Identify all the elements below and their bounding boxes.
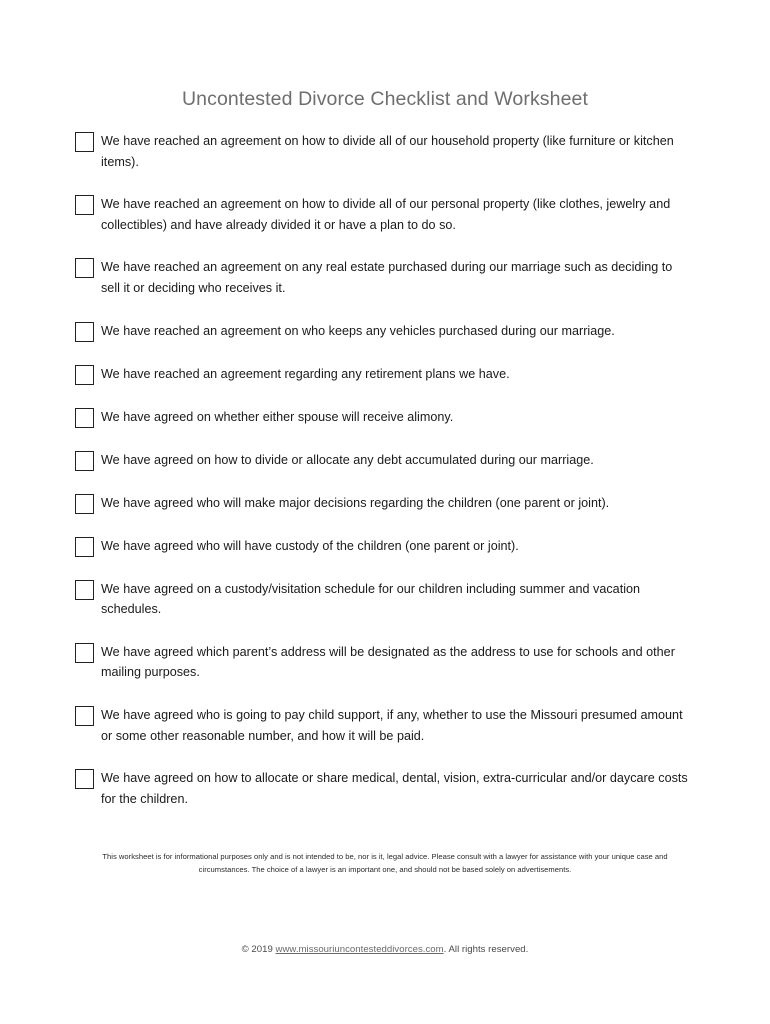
checklist-item-label: We have reached an agreement on who keeps any vehicles purchased during our marriage. bbox=[101, 323, 615, 338]
checklist-item[interactable] bbox=[75, 257, 693, 298]
checkbox-icon[interactable] bbox=[75, 451, 94, 471]
checklist-item[interactable] bbox=[75, 493, 693, 514]
checkbox-icon[interactable] bbox=[75, 643, 94, 663]
checklist-item-label: We have agreed which parent’s address will be designated as the address to use for schools and other mailing purposes. bbox=[101, 644, 675, 680]
checkbox-icon[interactable] bbox=[75, 706, 94, 726]
checklist-item-label: We have agreed on whether either spouse will receive alimony. bbox=[101, 409, 454, 424]
checklist-item-label: We have agreed who will have custody of the children (one parent or joint). bbox=[101, 538, 519, 553]
checkbox-icon[interactable] bbox=[75, 408, 94, 428]
checklist-item[interactable] bbox=[75, 450, 693, 471]
checkbox-icon[interactable] bbox=[75, 322, 94, 342]
copyright-suffix: . All rights reserved. bbox=[443, 944, 529, 955]
copyright-prefix: © 2019 bbox=[241, 944, 276, 955]
checklist-item[interactable] bbox=[75, 321, 693, 342]
page-title: Uncontested Divorce Checklist and Worksheet bbox=[181, 88, 589, 110]
checkbox-icon[interactable] bbox=[75, 580, 94, 600]
checklist-item-label: We have agreed who will make major decisions regarding the children (one parent or joint). bbox=[101, 495, 610, 510]
disclaimer-text: This worksheet is for informational purposes only and is not intended to be, nor is it, legal advice. Please consult with a lawyer for assistance with your unique case and circumstances. The choice of a lawyer is an important one, and should not be based solely on advertisements. bbox=[102, 852, 668, 875]
checklist bbox=[75, 131, 693, 809]
checklist-item-label: We have reached an agreement regarding any retirement plans we have. bbox=[101, 366, 510, 381]
checkbox-icon[interactable] bbox=[75, 258, 94, 278]
checklist-item-label: We have reached an agreement on how to divide all of our personal property (like clothes, jewelry and collectibles) and have already divided it or have a plan to do so. bbox=[101, 197, 671, 232]
checklist-item[interactable] bbox=[75, 407, 693, 428]
checklist-item[interactable] bbox=[75, 579, 693, 620]
checklist-item-label: We have agreed who is going to pay child support, if any, whether to use the Missouri presumed amount or some other reasonable number, and how it will be paid. bbox=[101, 707, 683, 743]
checkbox-icon[interactable] bbox=[75, 195, 94, 215]
checklist-item[interactable] bbox=[75, 536, 693, 557]
checklist-item-label: We have agreed on how to allocate or share medical, dental, vision, extra-curricular and/or daycare costs for the children. bbox=[101, 771, 688, 806]
checklist-item-label: We have reached an agreement on any real estate purchased during our marriage such as deciding to sell it or deciding who receives it. bbox=[101, 260, 673, 295]
checkbox-icon[interactable] bbox=[75, 494, 94, 514]
website-link[interactable]: www.missouriuncontesteddivorces.com bbox=[275, 944, 444, 955]
checklist-item[interactable] bbox=[75, 642, 693, 683]
checklist-item[interactable] bbox=[75, 768, 693, 809]
checklist-item[interactable] bbox=[75, 131, 693, 172]
checkbox-icon[interactable] bbox=[75, 132, 94, 152]
checklist-item-label: We have agreed on a custody/visitation schedule for our children including summer and vacation schedules. bbox=[101, 581, 641, 617]
checklist-item[interactable] bbox=[75, 364, 693, 385]
checkbox-icon[interactable] bbox=[75, 365, 94, 385]
checkbox-icon[interactable] bbox=[75, 769, 94, 789]
checkbox-icon[interactable] bbox=[75, 537, 94, 557]
checklist-item[interactable] bbox=[75, 705, 693, 746]
copyright-notice bbox=[0, 944, 770, 955]
checklist-item[interactable] bbox=[75, 194, 693, 235]
checklist-item-label: We have reached an agreement on how to divide all of our household property (like furniture or kitchen items). bbox=[101, 134, 674, 169]
checklist-item-label: We have agreed on how to divide or allocate any debt accumulated during our marriage. bbox=[101, 452, 594, 467]
